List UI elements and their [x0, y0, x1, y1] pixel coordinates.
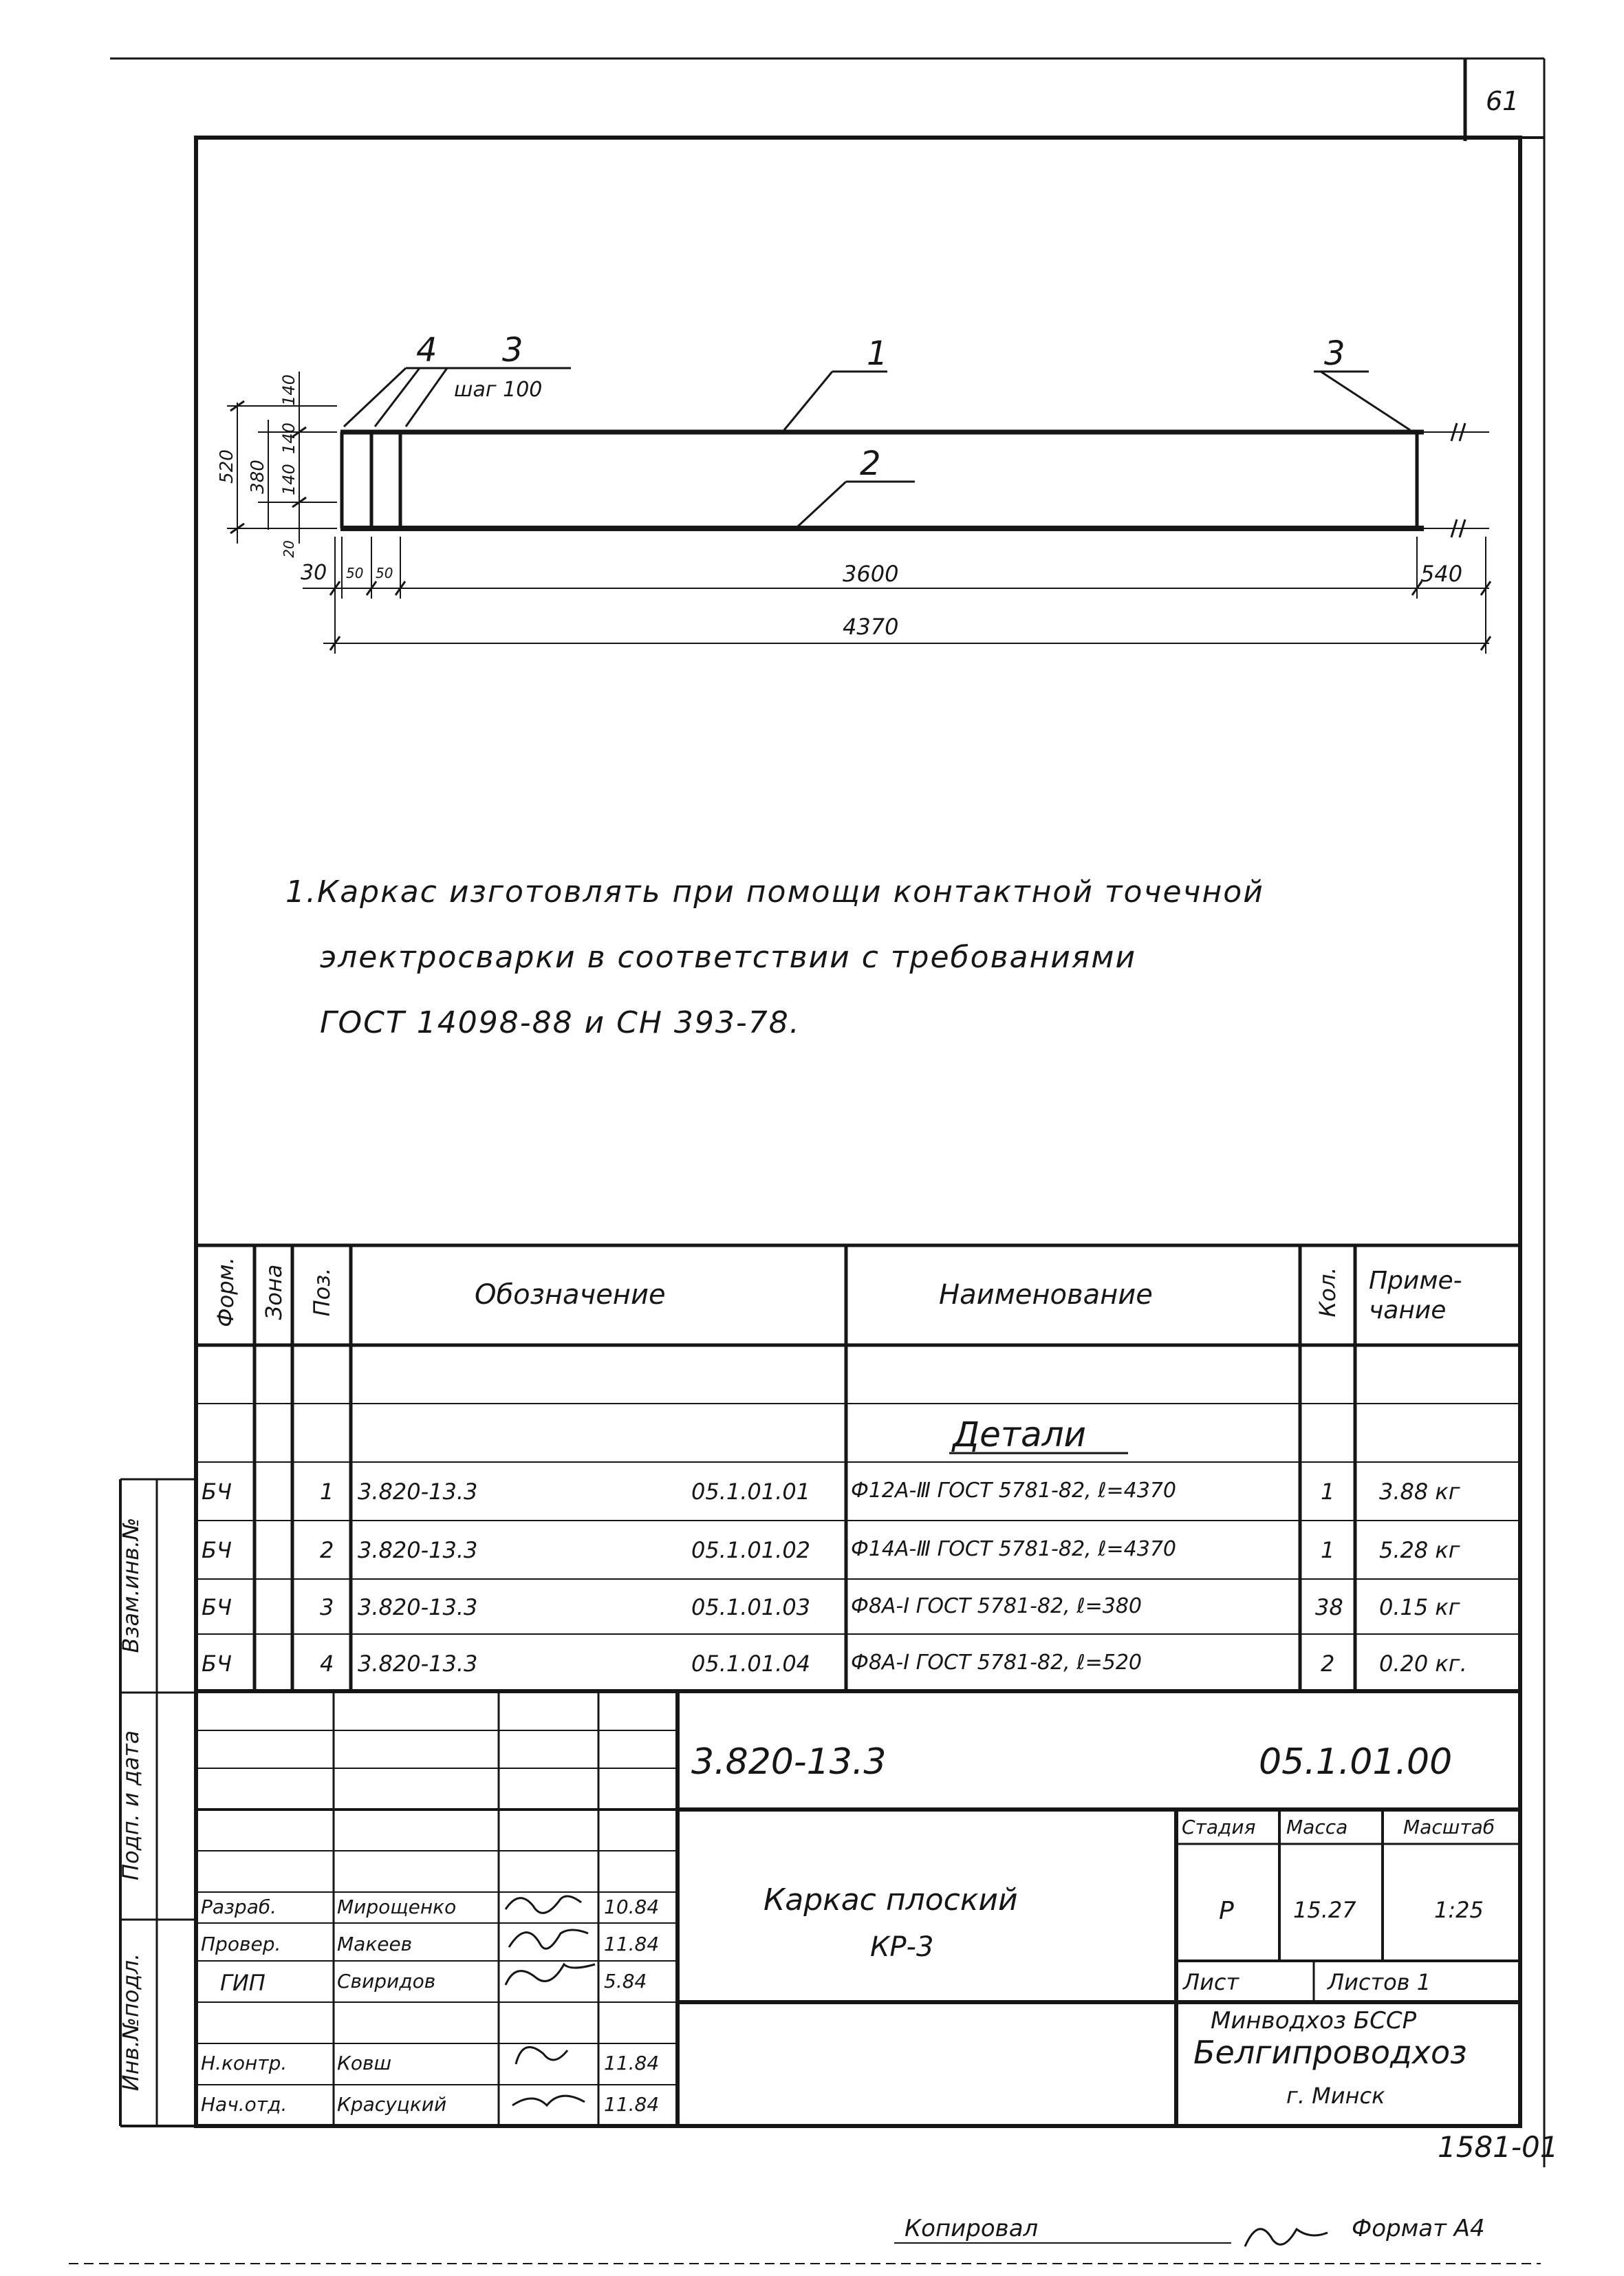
row-format: БЧ — [202, 1537, 232, 1563]
header-qty: Кол. — [1314, 1267, 1341, 1318]
sheets-label: Листов 1 — [1328, 1969, 1431, 1995]
dim-20: 20 — [281, 540, 297, 558]
dim-30: 30 — [301, 561, 327, 585]
row-name: Ф8А-I ГОСТ 5781-82, ℓ=520 — [851, 1651, 1142, 1675]
row-name: Ф8А-I ГОСТ 5781-82, ℓ=380 — [851, 1594, 1142, 1618]
row-code: 05.1.01.04 — [691, 1651, 811, 1677]
step-label: шаг 100 — [454, 378, 543, 402]
dim-4370: 4370 — [843, 614, 899, 640]
note-line-3: ГОСТ 14098-88 и СН 393-78. — [320, 1005, 801, 1040]
person-name: Мирощенко — [337, 1896, 457, 1918]
row-designation: 3.820-13.3 — [358, 1594, 478, 1620]
stamp-original-inv: Инв.№подл. — [118, 1953, 144, 2092]
dim-140-mid: 140 — [279, 422, 299, 454]
person-name: Макеев — [337, 1933, 413, 1955]
stamp-replacing-inv: Взам.инв.№ — [118, 1517, 144, 1653]
stage-label: Стадия — [1182, 1816, 1256, 1838]
drawing-code: 1581-01 — [1438, 2130, 1559, 2164]
row-format: БЧ — [202, 1594, 232, 1620]
header-name: Наименование — [939, 1279, 1153, 1311]
header-note: Приме-чание — [1369, 1267, 1462, 1325]
sheet-number: 61 — [1486, 86, 1519, 116]
copied-by-label: Копировал — [905, 2215, 1039, 2242]
stamp-signature-date: Подп. и дата — [118, 1730, 144, 1880]
section-title: Детали — [953, 1415, 1087, 1454]
role: ГИП — [220, 1970, 266, 1996]
mass-value: 15.27 — [1293, 1897, 1356, 1923]
row-code: 05.1.01.01 — [691, 1479, 811, 1505]
dim-540: 540 — [1420, 561, 1463, 587]
doc-number: 3.820-13.3 — [691, 1741, 887, 1783]
person-name: Свиридов — [337, 1970, 436, 1993]
doc-code: 05.1.01.00 — [1259, 1741, 1453, 1783]
callout-3-left: 3 — [502, 331, 523, 369]
callout-2: 2 — [860, 444, 881, 483]
scale-value: 1:25 — [1434, 1897, 1484, 1923]
row-format: БЧ — [202, 1479, 232, 1505]
role: Разраб. — [201, 1896, 277, 1918]
note-line-2: электросварки в соответствии с требованиями — [320, 940, 1137, 975]
org-line-2: Белгипроводхоз — [1193, 2034, 1467, 2071]
row-pos: 1 — [320, 1479, 334, 1505]
sheet-label: Лист — [1183, 1969, 1239, 1995]
row-qty: 1 — [1321, 1479, 1335, 1505]
dim-380: 380 — [248, 460, 268, 494]
row-designation: 3.820-13.3 — [358, 1479, 478, 1505]
person-name: Красуцкий — [337, 2093, 447, 2116]
scale-label: Масштаб — [1403, 1816, 1495, 1838]
row-note: 3.88 кг — [1379, 1479, 1460, 1505]
sign-date: 11.84 — [604, 1933, 660, 1955]
row-note: 0.15 кг — [1379, 1594, 1460, 1620]
role: Нач.отд. — [201, 2093, 288, 2116]
row-note: 0.20 кг. — [1379, 1651, 1467, 1677]
row-pos: 2 — [320, 1537, 334, 1563]
header-format: Форм. — [213, 1257, 239, 1327]
row-note: 5.28 кг — [1379, 1537, 1460, 1563]
title-line-2: КР-3 — [870, 1931, 934, 1963]
row-name: Ф12А-Ⅲ ГОСТ 5781-82, ℓ=4370 — [851, 1479, 1176, 1503]
row-pos: 4 — [320, 1651, 334, 1677]
person-name: Ковш — [337, 2052, 392, 2074]
sign-date: 11.84 — [604, 2052, 660, 2074]
dim-3600: 3600 — [843, 561, 899, 587]
mass-label: Масса — [1286, 1816, 1348, 1838]
callout-1: 1 — [867, 334, 888, 373]
row-name: Ф14А-Ⅲ ГОСТ 5781-82, ℓ=4370 — [851, 1537, 1176, 1561]
row-qty: 38 — [1315, 1594, 1343, 1620]
callout-4: 4 — [416, 331, 437, 369]
row-designation: 3.820-13.3 — [358, 1651, 478, 1677]
dim-140-low: 140 — [279, 464, 299, 495]
header-zone: Зона — [261, 1264, 287, 1320]
sign-date: 5.84 — [604, 1970, 647, 1993]
org-line-3: г. Минск — [1286, 2083, 1385, 2109]
row-qty: 2 — [1321, 1651, 1335, 1677]
callout-3-right: 3 — [1324, 334, 1345, 373]
dim-50a: 50 — [346, 565, 364, 581]
row-qty: 1 — [1321, 1537, 1335, 1563]
role: Провер. — [201, 1933, 281, 1955]
format-label: Формат А4 — [1352, 2215, 1485, 2242]
note-line-1: 1.Каркас изготовлять при помощи контактной точечной — [285, 874, 1264, 910]
sign-date: 11.84 — [604, 2093, 660, 2116]
row-code: 05.1.01.03 — [691, 1594, 811, 1620]
dim-520: 520 — [217, 449, 237, 484]
sign-date: 10.84 — [604, 1896, 660, 1918]
role: Н.контр. — [201, 2052, 288, 2074]
dim-140-top: 140 — [279, 374, 299, 406]
org-line-1: Минводхоз БССР — [1211, 2007, 1417, 2035]
title-line-1: Каркас плоский — [764, 1882, 1018, 1918]
dim-50b: 50 — [376, 565, 393, 581]
stage-value: Р — [1219, 1897, 1234, 1925]
header-pos: Поз. — [309, 1267, 335, 1317]
row-designation: 3.820-13.3 — [358, 1537, 478, 1563]
row-code: 05.1.01.02 — [691, 1537, 811, 1563]
row-format: БЧ — [202, 1651, 232, 1677]
header-designation: Обозначение — [475, 1279, 666, 1311]
row-pos: 3 — [320, 1594, 334, 1620]
